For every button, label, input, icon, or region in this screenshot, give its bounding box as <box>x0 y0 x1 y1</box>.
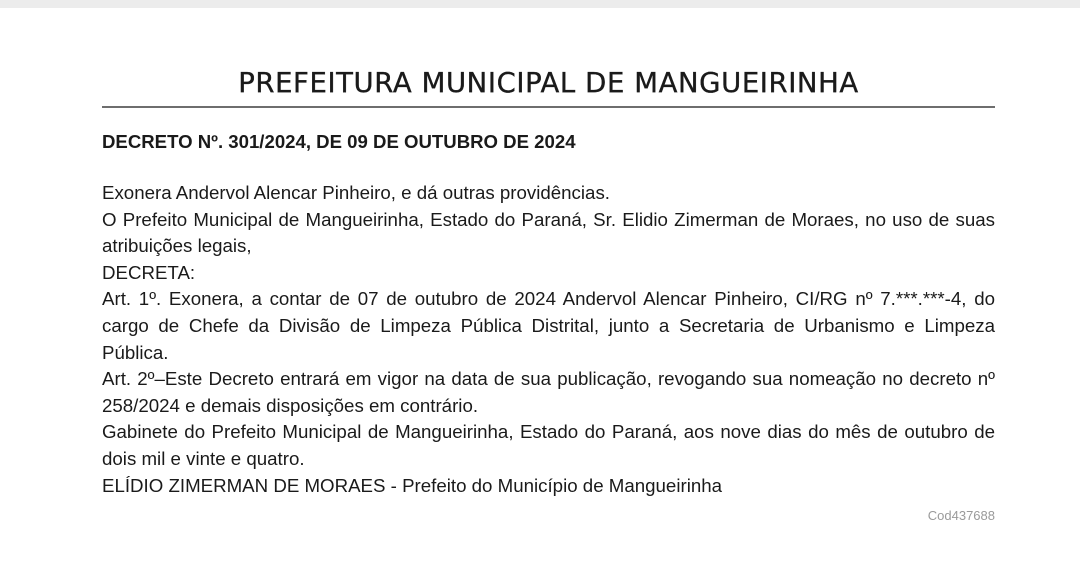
decree-title: DECRETO Nº. 301/2024, DE 09 DE OUTUBRO DE 2024 <box>102 131 576 152</box>
decree-article-2: Art. 2º–Este Decreto entrará em vigor na data de sua publicação, revogando sua nomeação no decreto nº 258/2024 e demais disposições em contrário. <box>102 368 995 416</box>
page-title: PREFEITURA MUNICIPAL DE MANGUEIRINHA <box>238 67 859 99</box>
decree-decreta: DECRETA: <box>102 261 196 283</box>
decree-article-1: Art. 1º. Exonera, a contar de 07 de outubro de 2024 Andervol Alencar Pinheiro, CI/RG nº 7.***.***-4, do cargo de Chefe da Divisão de Limpeza Pública Distrital, junto a Secretaria de Urbanismo e Limpeza Pública. <box>102 288 995 363</box>
decree-body <box>102 180 995 499</box>
publication-code: Cod437688 <box>927 508 995 523</box>
decree-closing: Gabinete do Prefeito Municipal de Mangueirinha, Estado do Paraná, aos nove dias do mês de outubro de dois mil e vinte e quatro. <box>102 421 995 469</box>
top-strip <box>0 0 1080 8</box>
decree-preamble: O Prefeito Municipal de Mangueirinha, Estado do Paraná, Sr. Elidio Zimerman de Moraes, no uso de suas atribuições legais, <box>102 208 995 257</box>
decree-signature: ELÍDIO ZIMERMAN DE MORAES - Prefeito do Município de Mangueirinha <box>102 474 723 496</box>
decree-summary: Exonera Andervol Alencar Pinheiro, e dá outras providências. <box>102 182 610 203</box>
header-divider <box>102 106 995 108</box>
